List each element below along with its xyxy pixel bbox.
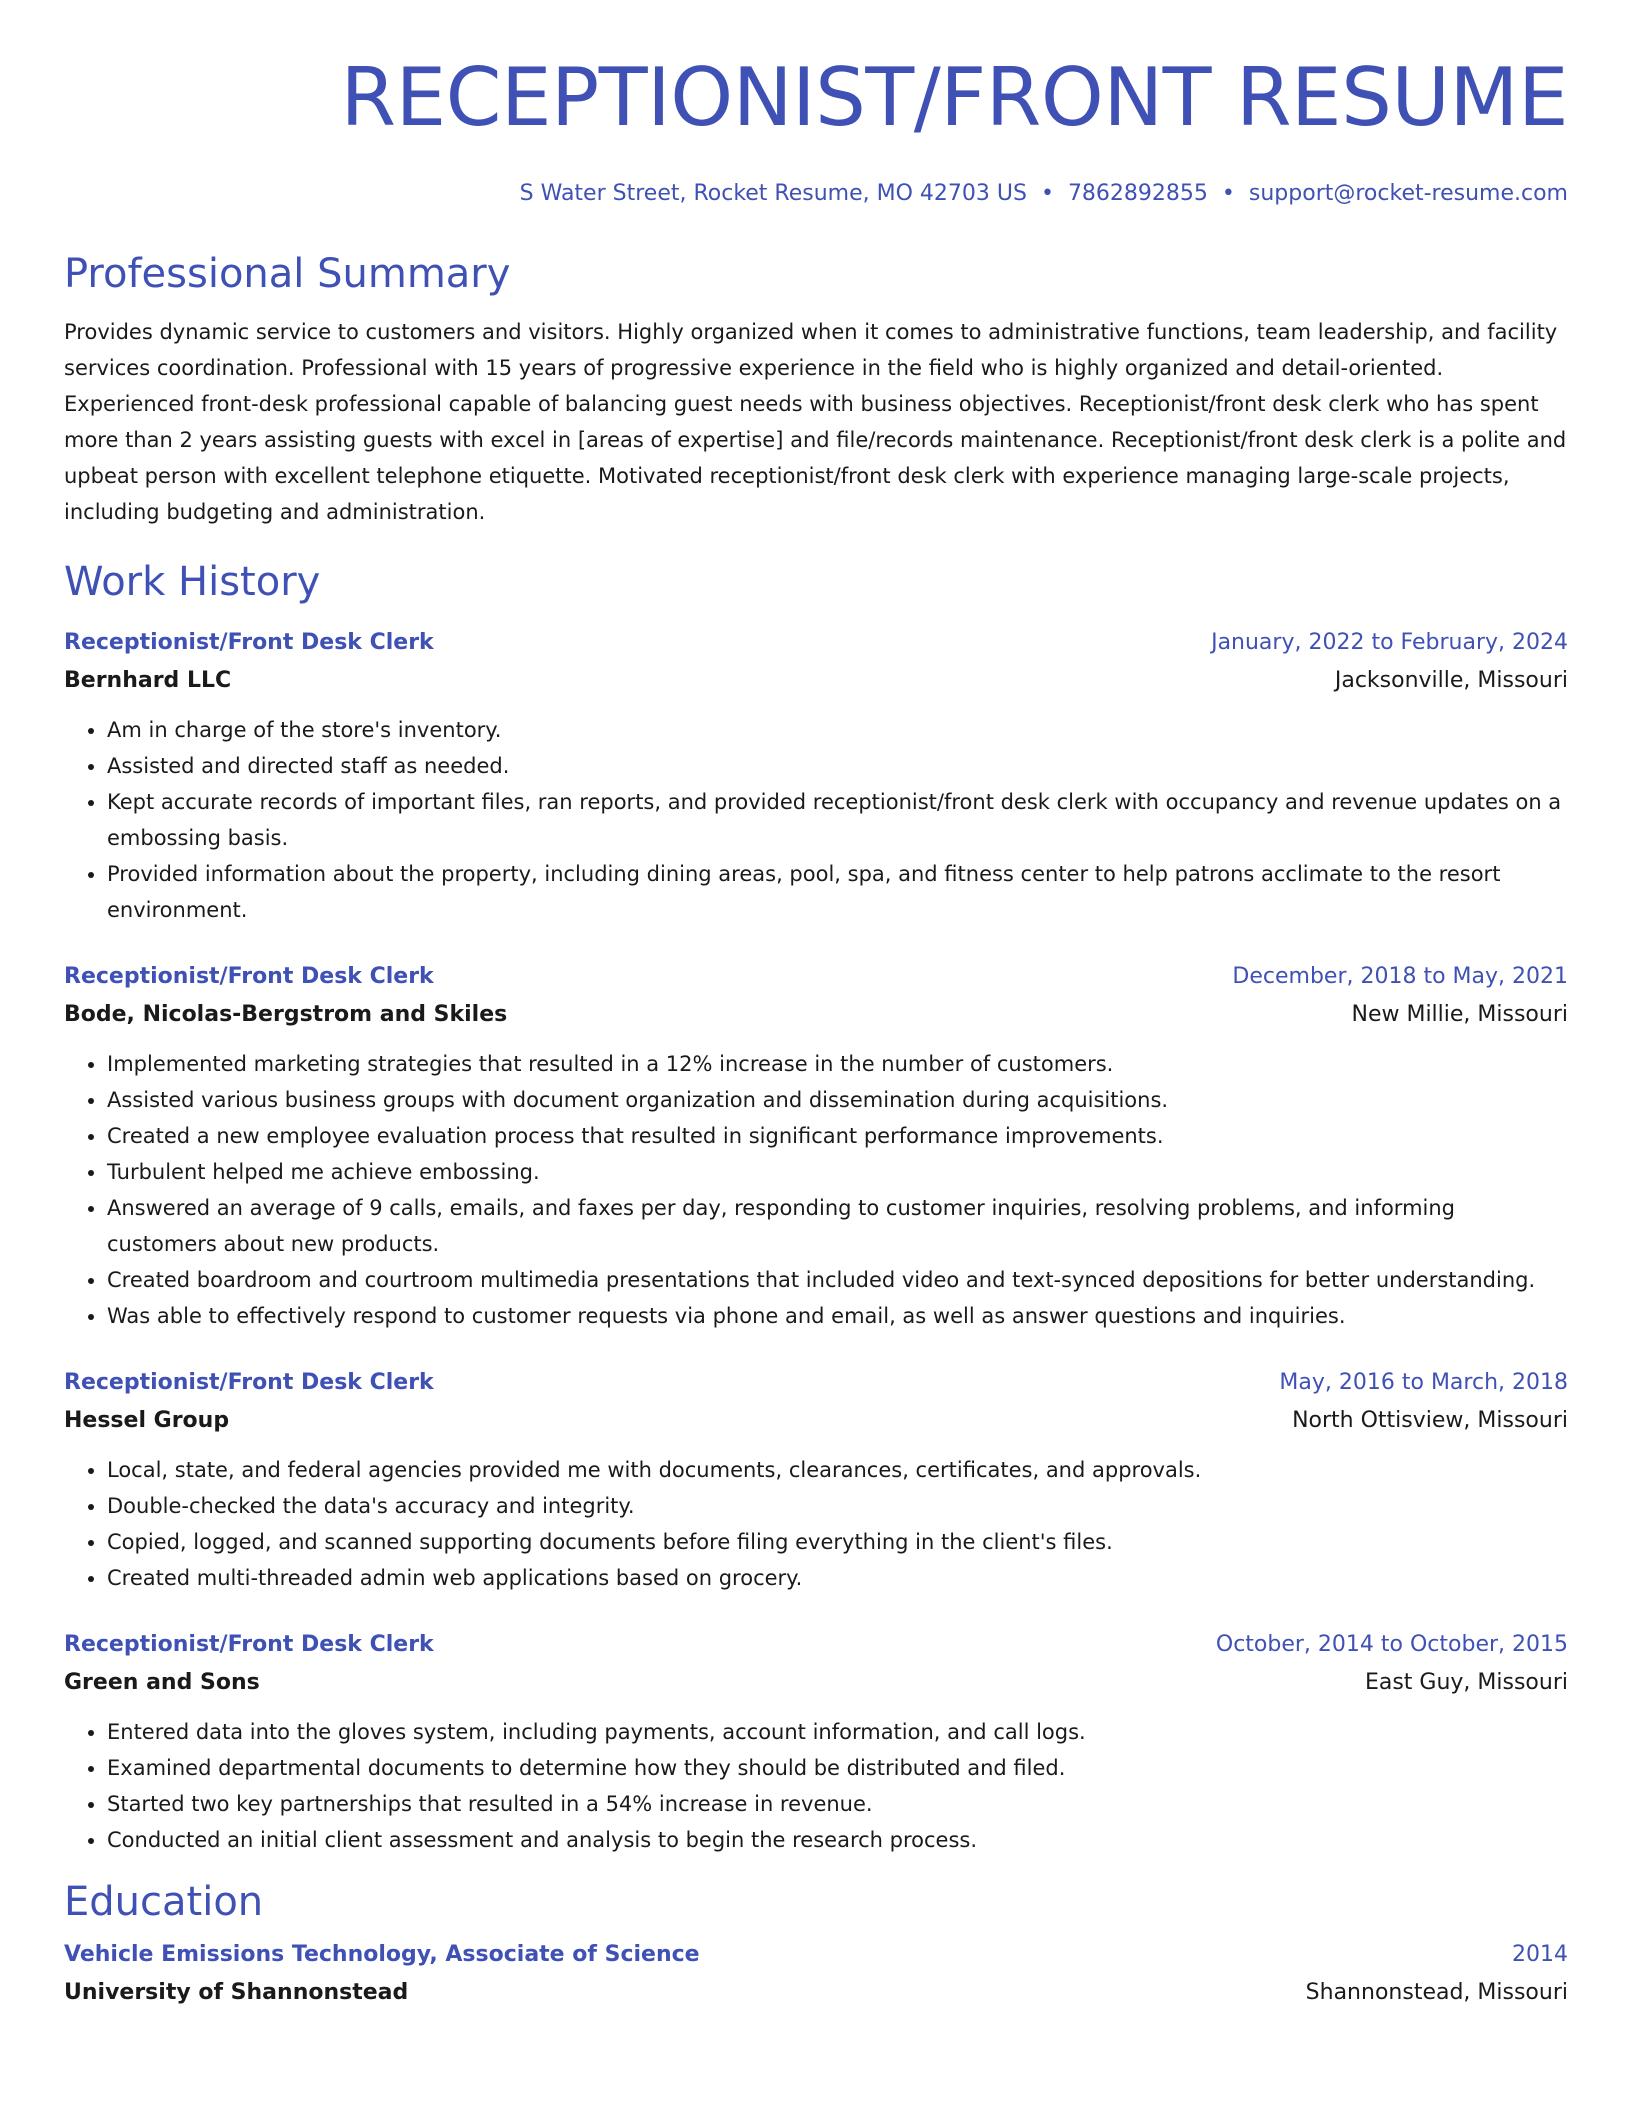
education-degree-row [64, 1936, 1568, 1974]
job-location: Jacksonville, Missouri [1334, 668, 1568, 693]
job-title-row [64, 624, 1568, 662]
education-degree: Vehicle Emissions Technology, Associate of Science [64, 1942, 700, 1967]
job-bullet: • Provided information about the property, including dining areas, pool, spa, and fitness center to help patrons acclimate to the resort environment. [107, 856, 1568, 928]
job-title-row [64, 1364, 1568, 1402]
resume-name: RECEPTIONIST/FRONT RESUME [340, 51, 1568, 144]
job-bullets [64, 1046, 1568, 1334]
job-bullet: • Copied, logged, and scanned supporting documents before filing everything in the client's files. [107, 1524, 1568, 1560]
job-title: Receptionist/Front Desk Clerk [64, 1370, 434, 1395]
job-bullet: • Created boardroom and courtroom multimedia presentations that included video and text-synced depositions for better understanding. [107, 1262, 1568, 1298]
education-year: 2014 [1512, 1942, 1568, 1967]
job-bullets [64, 712, 1568, 928]
contact-separator: • [1040, 181, 1054, 206]
job-bullet: • Implemented marketing strategies that resulted in a 12% increase in the number of customers. [107, 1046, 1568, 1082]
job-bullet: • Local, state, and federal agencies provided me with documents, clearances, certificates, and approvals. [107, 1452, 1568, 1488]
job-company-row [64, 662, 1568, 700]
job-entry [64, 624, 1568, 928]
job-bullet: • Created multi-threaded admin web applications based on grocery. [107, 1560, 1568, 1596]
education-heading: Education [64, 1879, 264, 1925]
job-dates: May, 2016 to March, 2018 [1279, 1370, 1568, 1395]
job-bullet: • Examined departmental documents to determine how they should be distributed and filed. [107, 1750, 1568, 1786]
job-entry [64, 1364, 1568, 1596]
contact-separator: • [1221, 181, 1235, 206]
job-location: North Ottisview, Missouri [1292, 1408, 1568, 1433]
job-bullet: • Am in charge of the store's inventory. [107, 712, 1568, 748]
job-company: Green and Sons [64, 1670, 260, 1695]
contact-address: S Water Street, Rocket Resume, MO 42703 US [519, 181, 1027, 206]
job-title-row [64, 958, 1568, 996]
job-title-row [64, 1626, 1568, 1664]
contact-phone: 7862892855 [1067, 181, 1208, 206]
job-bullets [64, 1452, 1568, 1596]
education-entry [64, 1936, 1568, 2012]
job-company: Bernhard LLC [64, 668, 232, 693]
education-school: University of Shannonstead [64, 1980, 409, 2005]
job-dates: January, 2022 to February, 2024 [1211, 630, 1568, 655]
job-company-row [64, 1664, 1568, 1702]
job-bullet: • Answered an average of 9 calls, emails, and faxes per day, responding to customer inquiries, resolving problems, and informing customers about new products. [107, 1190, 1568, 1262]
job-bullets [64, 1714, 1568, 1858]
job-entry [64, 1626, 1568, 1858]
job-dates: October, 2014 to October, 2015 [1215, 1632, 1568, 1657]
job-bullet: • Entered data into the gloves system, including payments, account information, and call logs. [107, 1714, 1568, 1750]
job-entry [64, 958, 1568, 1334]
education-school-row [64, 1974, 1568, 2012]
summary-heading: Professional Summary [64, 251, 511, 297]
job-location: East Guy, Missouri [1364, 1670, 1568, 1695]
education-location: Shannonstead, Missouri [1305, 1980, 1568, 2005]
job-bullet: • Created a new employee evaluation process that resulted in significant performance improvements. [107, 1118, 1568, 1154]
job-dates: December, 2018 to May, 2021 [1232, 964, 1568, 989]
job-title: Receptionist/Front Desk Clerk [64, 630, 434, 655]
resume-header [64, 48, 1568, 210]
job-location: New Millie, Missouri [1351, 1002, 1568, 1027]
job-bullet: • Assisted various business groups with document organization and dissemination during acquisitions. [107, 1082, 1568, 1118]
job-title: Receptionist/Front Desk Clerk [64, 1632, 434, 1657]
job-company: Hessel Group [64, 1408, 230, 1433]
job-bullet: • Assisted and directed staff as needed. [107, 748, 1568, 784]
job-company-row [64, 1402, 1568, 1440]
job-bullet: • Turbulent helped me achieve embossing. [107, 1154, 1568, 1190]
contact-email: support@rocket-resume.com [1248, 181, 1568, 206]
job-bullet: • Kept accurate records of important files, ran reports, and provided receptionist/front desk clerk with occupancy and revenue updates on a embossing basis. [107, 784, 1568, 856]
summary-text: Provides dynamic service to customers and visitors. Highly organized when it comes to administrative functions, team leadership, and facility services coordination. Professional with 15 years of progressive experience in the field who is highly organized and detail-oriented. Experienced front-desk professional capable of balancing guest needs with business objectives. Receptionist/front desk clerk who has spent more than 2 years assisting guests with excel in [areas of expertise] and file/records maintenance. Receptionist/front desk clerk is a polite and upbeat person with excellent telephone etiquette. Motivated receptionist/front desk clerk with experience managing large-scale projects, including budgeting and administration. [64, 320, 1567, 524]
job-bullet: • Started two key partnerships that resulted in a 54% increase in revenue. [107, 1786, 1568, 1822]
job-company: Bode, Nicolas-Bergstrom and Skiles [64, 1002, 508, 1027]
job-bullet: • Double-checked the data's accuracy and integrity. [107, 1488, 1568, 1524]
job-company-row [64, 996, 1568, 1034]
job-bullet: • Was able to effectively respond to customer requests via phone and email, as well as answer questions and inquiries. [107, 1298, 1568, 1334]
contact-line [64, 178, 1568, 210]
job-bullet: • Conducted an initial client assessment and analysis to begin the research process. [107, 1822, 1568, 1858]
work-history-heading: Work History [64, 559, 321, 605]
job-title: Receptionist/Front Desk Clerk [64, 964, 434, 989]
